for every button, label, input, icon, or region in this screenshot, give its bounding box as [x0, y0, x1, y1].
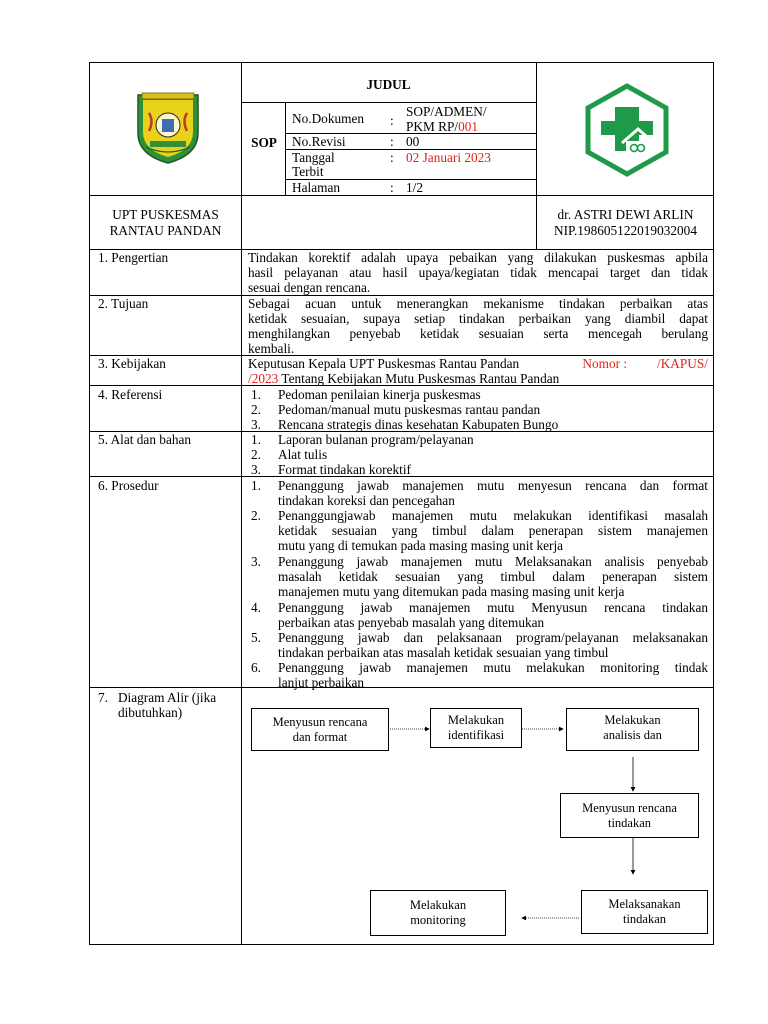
flow-box-monitoring: Melakukan monitoring — [370, 890, 506, 936]
prosedur-line: Penanggung jawab manajemen mutu Menyusun rencana tindakan — [278, 600, 708, 615]
alat-item: Laporan bulanan program/pelayanan — [278, 432, 474, 447]
flow-box-melaksanakan: Melaksanakan tindakan — [581, 890, 708, 934]
prosedur-line: perbaikan atas penyebab masalah yang ditemukan — [278, 615, 545, 630]
field-label-halaman: Halaman — [292, 180, 340, 195]
list-number: 1. — [251, 432, 261, 447]
list-number: 2. — [251, 402, 261, 417]
field-separator: : — [390, 150, 394, 165]
signer-nip: NIP.198605122019032004 — [554, 223, 697, 238]
section-label-diagram-line1: 7. Diagram Alir (jika — [98, 690, 217, 705]
signer-name: dr. ASTRI DEWI ARLIN — [557, 207, 694, 222]
list-number: 2. — [251, 447, 261, 462]
list-number: 3. — [251, 462, 261, 477]
section-label-kebijakan: 3. Kebijakan — [98, 356, 166, 371]
document-title: JUDUL — [366, 77, 411, 92]
list-number: 1. — [251, 387, 261, 402]
org-name-line1: UPT PUSKESMAS — [112, 207, 219, 222]
referensi-item: Rencana strategis dinas kesehatan Kabupaten Bungo — [278, 417, 559, 432]
alat-item: Format tindakan korektif — [278, 462, 411, 477]
field-label-tanggal-line1: Tanggal — [292, 150, 335, 165]
section-label-prosedur: 6. Prosedur — [98, 478, 159, 493]
list-number: 5. — [251, 630, 261, 645]
tujuan-line: Sebagai acuan untuk menerangkan mekanisme tindakan perbaikan atas — [248, 296, 708, 311]
org-name-line2: RANTAU PANDAN — [109, 223, 222, 238]
prosedur-line: Penanggungjawab manajemen mutu melakukan identifikasi masalah — [278, 508, 708, 523]
alat-item: Alat tulis — [278, 447, 328, 462]
pengertian-line: sesuai dengan rencana. — [248, 280, 371, 295]
prosedur-line: mutu yang di temukan pada masing masing unit kerja — [278, 538, 564, 553]
prosedur-line: Penanggung jawab manajemen mutu Melaksanakan analisis penyebab — [278, 554, 708, 569]
field-label-no-revisi: No.Revisi — [292, 134, 346, 149]
sop-document — [89, 62, 714, 945]
field-label-tanggal-line2: Terbit — [292, 164, 324, 179]
flow-box-menyusun-rencana: Menyusun rencana dan format — [251, 708, 389, 751]
referensi-item: Pedoman/manual mutu puskesmas rantau pandan — [278, 402, 541, 417]
field-value-no-dokumen-line2: PKM RP/001 — [406, 119, 479, 134]
list-number: 4. — [251, 600, 261, 615]
tujuan-line: kembali. — [248, 341, 295, 356]
pengertian-line: Tindakan korektif adalah upaya pebaikan yang dilakukan puskesmas apbila — [248, 250, 708, 265]
section-label-alat: 5. Alat dan bahan — [98, 432, 192, 447]
section-label-pengertian: 1. Pengertian — [98, 250, 169, 265]
kebijakan-line1: Keputusan Kepala UPT Puskesmas Rantau Pandan Nomor : /KAPUS/ — [248, 356, 708, 371]
flow-box-rencana-tindakan: Menyusun rencana tindakan — [560, 793, 699, 838]
prosedur-line: ketidak sesuaian yang timbul dalam penerapan sistem manajemen — [278, 523, 708, 538]
prosedur-line: Penanggung jawab dan pelaksanaan program/pelayanan melaksanakan — [278, 630, 708, 645]
flow-box-identifikasi: Melakukan identifikasi — [430, 708, 522, 748]
list-number: 6. — [251, 660, 261, 675]
list-number: 3. — [251, 554, 261, 569]
grid-line — [90, 195, 713, 196]
field-separator: : — [390, 113, 394, 128]
list-number: 3. — [251, 417, 261, 432]
field-separator: : — [390, 180, 394, 195]
list-number: 2. — [251, 508, 261, 523]
kebijakan-line2: /2023 Tentang Kebijakan Mutu Puskesmas Rantau Pandan — [248, 371, 560, 386]
section-label-referensi: 4. Referensi — [98, 387, 163, 402]
prosedur-line: tindakan koreksi dan pencegahan — [278, 493, 455, 508]
sop-label: SOP — [251, 135, 277, 150]
regency-logo — [132, 91, 204, 165]
field-value-no-dokumen-line1: SOP/ADMEN/ — [406, 104, 487, 119]
puskesmas-logo — [582, 83, 672, 177]
list-number: 1. — [251, 478, 261, 493]
prosedur-line: Penanggung jawab manajemen mutu melakukan monitoring tindak — [278, 660, 708, 675]
prosedur-line: manajemen mutu yang ditemukan pada masing masing unit kerja — [278, 584, 625, 599]
field-separator: : — [390, 134, 394, 149]
section-label-diagram-line2: dibutuhkan) — [98, 705, 183, 720]
tujuan-line: ketidak sesuaian, supaya setiap tindakan perbaikan yang diambil dapat — [248, 311, 708, 326]
regency-emblem-icon — [132, 91, 204, 165]
puskesmas-cross-icon — [582, 83, 672, 177]
section-label-tujuan: 2. Tujuan — [98, 296, 149, 311]
tujuan-line: menghilangkan penyebab ketidak sesuaian serta mencegah berulang — [248, 326, 708, 341]
prosedur-line: Penanggung jawab manajemen mutu menyesun rencana dan format — [278, 478, 708, 493]
flow-box-analisis: Melakukan analisis dan — [566, 708, 699, 751]
prosedur-line: masalah ketidak sesuaian yang timbul dalam penerapan sistem — [278, 569, 708, 584]
referensi-item: Pedoman penilaian kinerja puskesmas — [278, 387, 481, 402]
field-label-no-dokumen: No.Dokumen — [292, 111, 365, 126]
prosedur-line: lanjut perbaikan — [278, 675, 365, 690]
field-value-halaman: 1/2 — [406, 180, 423, 195]
pengertian-line: hasil pelayanan atau hasil upaya/kegiatan tidak mencapai target dan tidak — [248, 265, 708, 280]
field-value-no-revisi: 00 — [406, 134, 420, 149]
field-value-tanggal: 02 Januari 2023 — [406, 150, 491, 165]
prosedur-line: tindakan perbaikan atas masalah ketidak sesuaian yang timbul — [278, 645, 609, 660]
